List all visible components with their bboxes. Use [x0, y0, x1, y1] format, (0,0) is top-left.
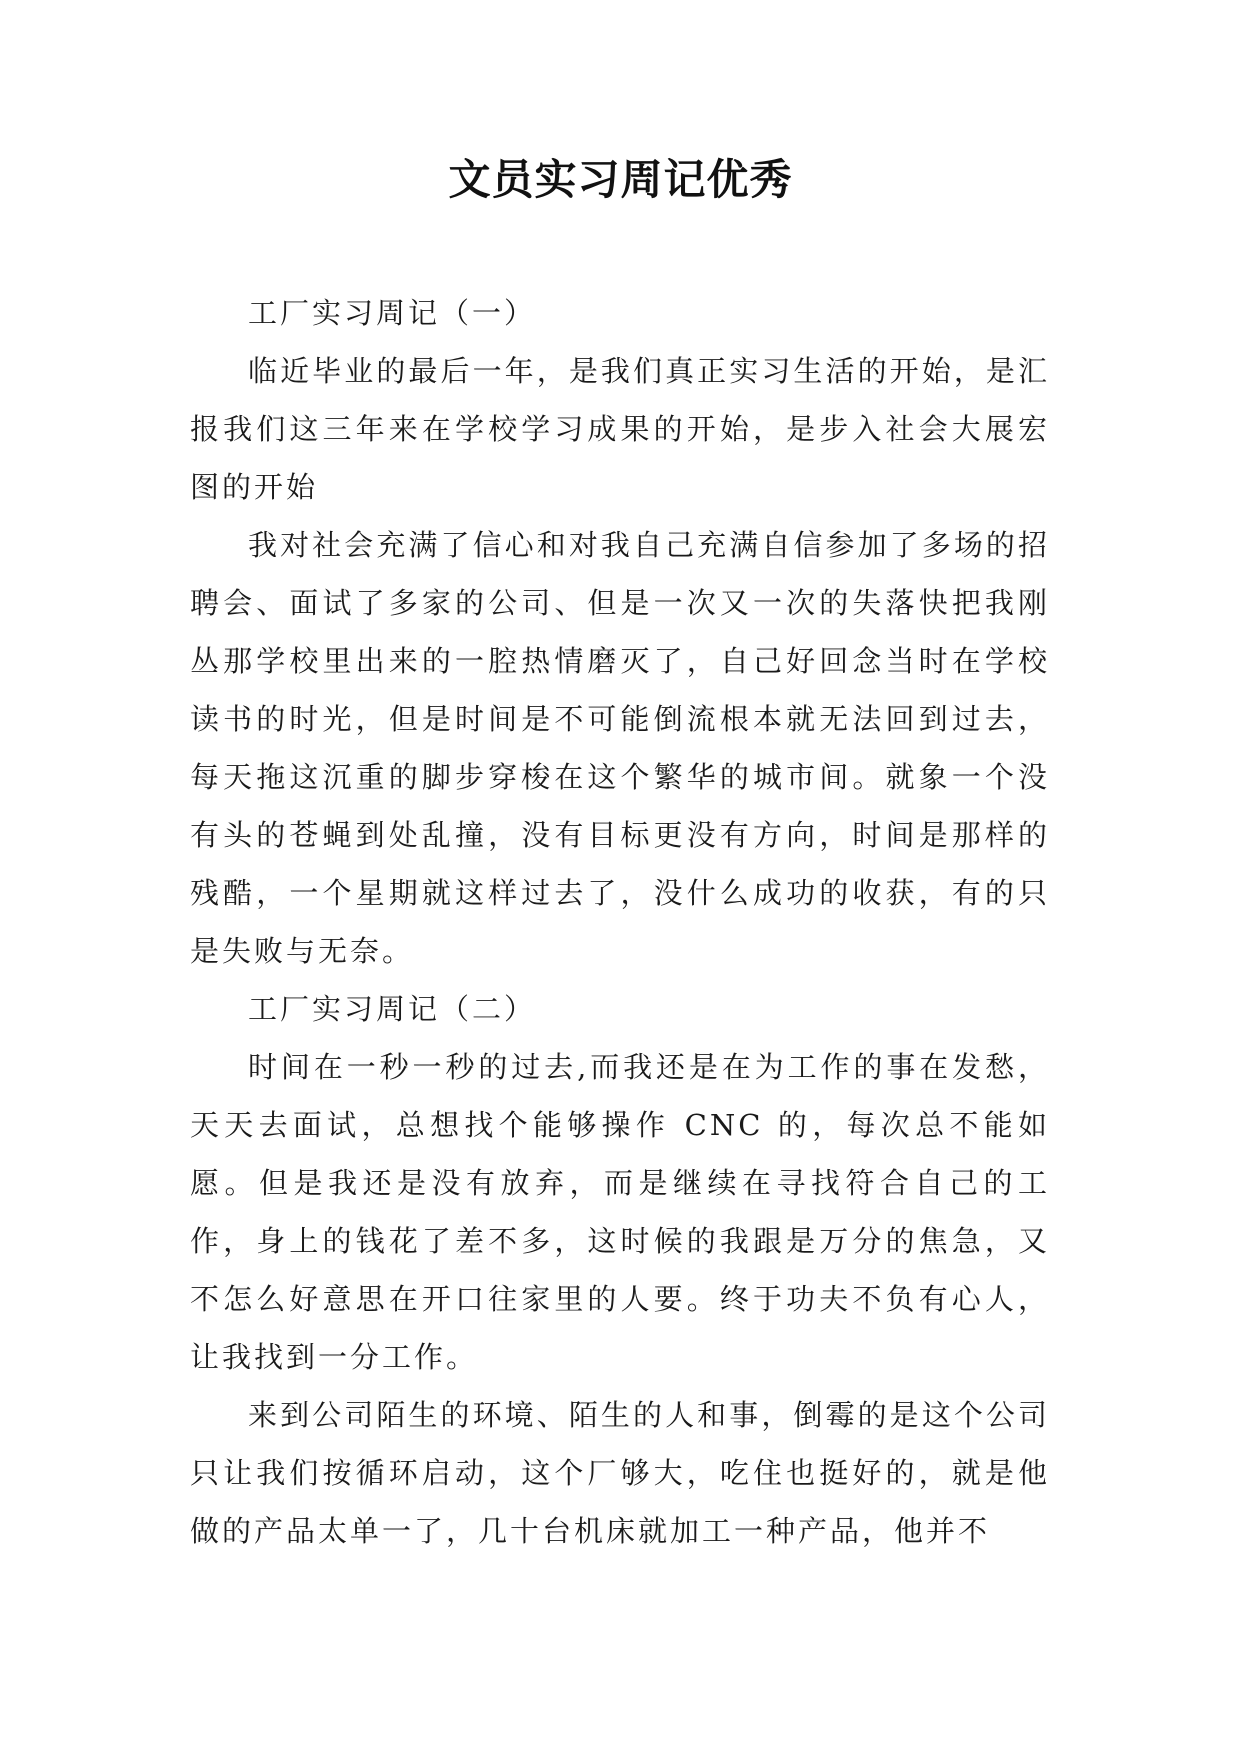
- section-heading: 工厂实习周记（一）: [248, 296, 537, 330]
- paragraph: 我对社会充满了信心和对我自己充满自信参加了多场的招聘会、面试了多家的公司、但是一次又一次的失落快把我刚丛那学校里出来的一腔热情磨灭了，自己好回念当时在学校读书的时光，但是时间是不可能倒流根本就无法回到过去，每天拖这沉重的脚步穿梭在这个繁华的城市间。就象一个没有头的苍蝇到处乱撞，没有目标更没有方向，时间是那样的残酷，一个星期就这样过去了，没什么成功的收获，有的只是失败与无奈。: [190, 528, 1050, 968]
- section-heading: 工厂实习周记（二）: [248, 992, 537, 1026]
- document-body: [190, 284, 1050, 1560]
- document-title: 文员实习周记优秀: [448, 155, 793, 204]
- paragraph: 临近毕业的最后一年，是我们真正实习生活的开始，是汇报我们这三年来在学校学习成果的开始，是步入社会大展宏图的开始: [190, 354, 1050, 504]
- paragraph: 来到公司陌生的环境、陌生的人和事，倒霉的是这个公司只让我们按循环启动，这个厂够大，吃住也挺好的，就是他做的产品太单一了，几十台机床就加工一种产品，他并不: [190, 1398, 1050, 1548]
- paragraph: 时间在一秒一秒的过去,而我还是在为工作的事在发愁，天天去面试，总想找个能够操作 CNC 的，每次总不能如愿。但是我还是没有放弃，而是继续在寻找符合自己的工作，身上的钱花了差不多，这时候的我跟是万分的焦急，又不怎么好意思在开口往家里的人要。终于功夫不负有心人，让我找到一分工作。: [190, 1050, 1050, 1374]
